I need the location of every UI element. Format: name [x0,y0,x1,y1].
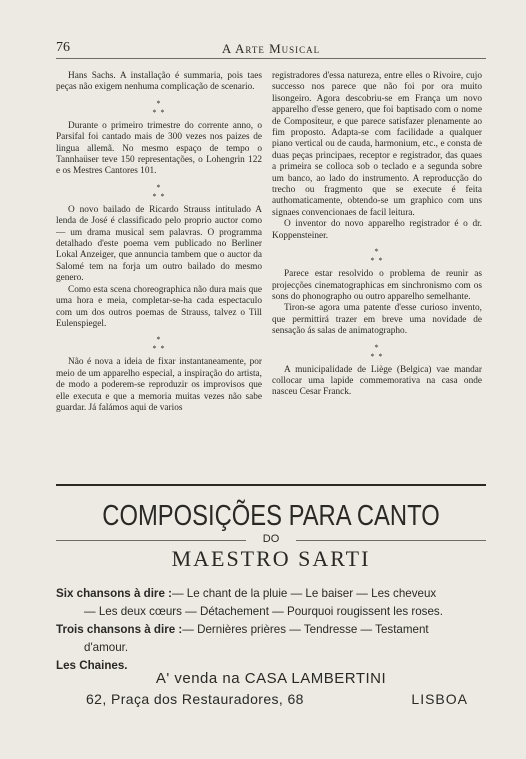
advert-composer: MAESTRO SARTI [171,546,371,571]
page-header [56,40,486,58]
paragraph: Parece estar resolvido o problema de reunir as projecções cinematographicas em sinchronismo com os sons do phonographo ou outro apparelho semelhante. [272,269,482,302]
advert-do: DO [262,533,280,545]
section-asterism: * * * [370,342,384,361]
paragraph: A municipalidade de Liège (Belgica) vae mandar collocar uma lapide commemorativa na casa onde nasceu Cesar Franck. [272,364,482,398]
left-column [56,71,262,414]
six-chansons-row-2 [56,603,486,621]
trois-chansons-row-2 [56,639,486,657]
six-titles-1: — Le chant de la pluie — Le baiser — Les cheveux [171,587,437,600]
six-titles-2: — Les deux cœurs — Détachement — Pourquoi rougissent les roses. [84,605,443,618]
page-number: 76 [56,40,70,55]
six-label: Six chansons à dire : [56,587,172,600]
paragraph: O novo bailado de Ricardo Strauss intitulado A lenda de José é classificado pelo proprio auctor como — um drama musical sem palavras. O programma detalhado d'este poema vem publicado no Berliner Lokal Anzeiger, que annuncia tambem que o auctor da Salomé tem na forja um outro bailado do mesmo genero. [56,204,262,284]
shop-address: 62, Praça dos Restauradores, 68 [86,691,304,707]
advert-top-rule [56,484,486,486]
advert-do-row [56,533,486,547]
trois-label: Trois chansons à dire : [56,623,183,636]
header-rule [56,58,486,59]
section-asterism: * * * [152,335,166,354]
paragraph: Tiron-se agora uma patente d'esse curioso invento, que permittirá trazer em breve uma novidade de sensação ás salas de animatographo. [272,303,482,337]
trois-titles-2: d'amour. [84,641,129,654]
trois-chansons-row [56,621,486,639]
section-asterism: * * * [152,182,166,201]
shop-address-row [86,691,468,707]
six-chansons-row [56,585,486,603]
advert-title: COMPOSIÇÕES PARA CANTO [102,500,440,532]
paragraph: Não é nova a ideia de fixar instantaneamente, por meio de um apparelho especial, a inspiração do artista, de modo a poderem-se reproduzir os improvisos que elle executa e que a memoria muitas vezes não sabe guardar. Já falámos aqui de varios [56,357,262,413]
section-asterism: * * * [370,247,384,266]
right-column [272,71,482,399]
song-list [56,585,486,675]
paragraph: O inventor do novo apparelho registrador é o dr. Koppensteiner. [272,219,482,241]
paragraph: Hans Sachs. A installação é summaria, pois taes peças não exigem nenhuma complicação de scenario. [56,71,262,93]
trois-titles-1: — Dernières prières — Tendresse — Testament [182,623,429,636]
divider-line [296,540,486,541]
shop-city: LISBOA [411,691,468,707]
paragraph: Como esta scena choreographica não dura mais que uma hora e meia, completar-se-ha cada espectaculo com um dos outros poemas de Strauss, talvez o Till Eulenspiegel. [56,284,262,329]
sale-notice: A' venda na CASA LAMBERTINI [155,670,387,687]
chaines-label: Les Chaines. [56,659,128,672]
section-asterism: * * * [152,98,166,117]
running-title: A Arte Musical [221,41,321,56]
paragraph: Durante o primeiro trimestre do corrente anno, o Parsifal foi cantado mais de 300 vezes nos paizes de lingua allemã. No mesmo espaço de tempo o Tannhaüser teve 150 representações, o Lohengrin 122 e os Mestres Cantores 101. [56,120,262,177]
paragraph: registradores d'essa natureza, entre elles o Rivoire, cujo successo nos parece que não foi por ora muito lisongeiro. Agora descobriu-se em França um novo apparelho d'esse genero, que foi baptisado com o nome de Compositeur, e que parece satisfazer plenamente ao fim proposto. Adapta-se com facilidade a qualquer piano vertical ou de cauda, harmonium, etc., e consta de duas peças principaes, receptor e registrador, das quaes a primeira se colloca sob o teclado e a segunda sobre um banco, ao lado do instrumento. A reproducção do trecho ou fragmento que se execute é feita authomaticamente, obtendo-se um graphico com uns signaes convencionaes de facil leitura. [272,71,482,218]
